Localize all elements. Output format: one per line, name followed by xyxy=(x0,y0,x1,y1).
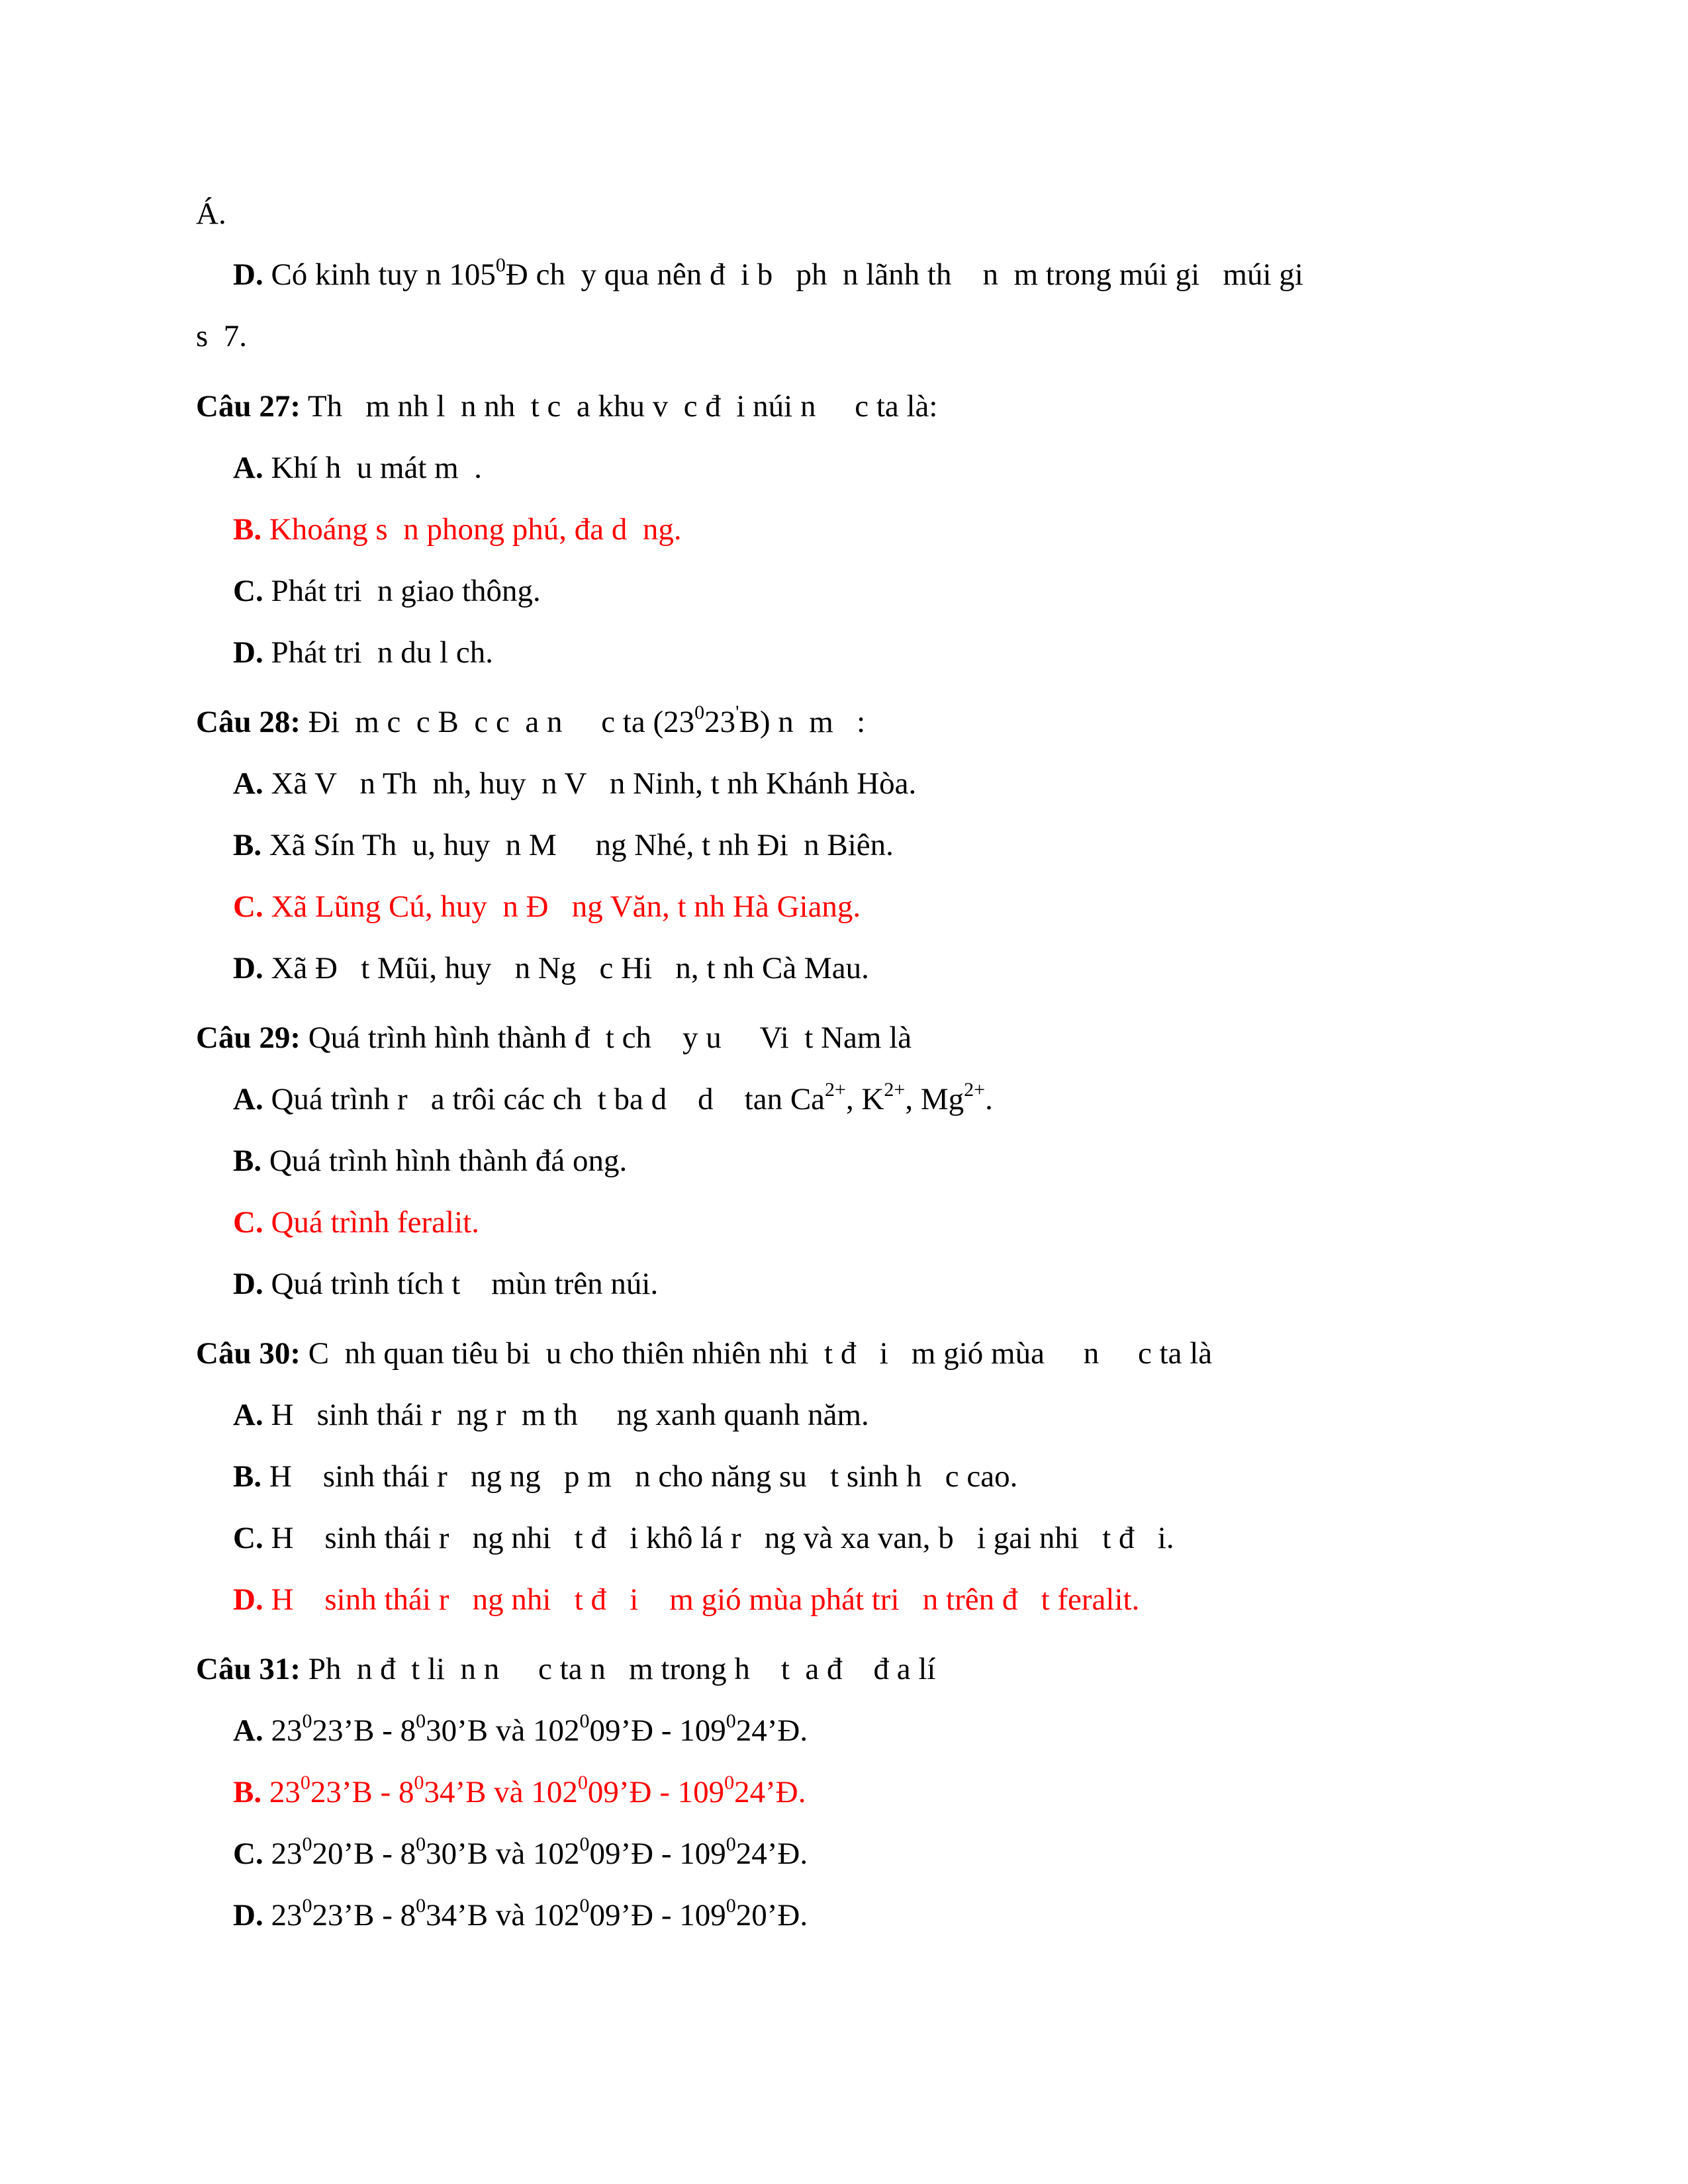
item-text: B) n m : xyxy=(739,705,866,739)
q29-option-a xyxy=(233,1079,993,1116)
item-text: 24’Đ. xyxy=(734,1775,806,1809)
superscript: 2+ xyxy=(964,1079,986,1101)
superscript: 0 xyxy=(302,1895,312,1917)
item-text: Quá trình r a trôi các ch t ba d d tan Ca xyxy=(263,1082,825,1116)
q30-option-b xyxy=(233,1461,1017,1492)
item-text: 09’Đ - 109 xyxy=(589,1837,726,1871)
item-text: 09’Đ - 109 xyxy=(587,1775,725,1809)
item-text: 34’B và 102 xyxy=(424,1775,578,1809)
item-text: H sinh thái r ng nhi t đ i m gió mùa phát tri n trên đ t feralit. xyxy=(263,1582,1140,1617)
q31-option-c xyxy=(233,1833,808,1871)
superscript: 0 xyxy=(726,1895,736,1917)
q27-option-c xyxy=(233,576,541,607)
question-29 xyxy=(196,1023,912,1054)
superscript: 0 xyxy=(300,1772,310,1794)
item-text: 09’Đ - 109 xyxy=(589,1713,726,1748)
item-text: Phát tri n giao thông. xyxy=(263,574,541,608)
item-label: A. xyxy=(233,451,263,485)
item-text: Ph n đ t li n n c ta n m trong h t a đ đ a lí xyxy=(300,1652,936,1686)
item-text: 34’B và 102 xyxy=(426,1898,580,1933)
item-text: 23’B - 8 xyxy=(312,1713,416,1748)
q27-option-d xyxy=(233,637,493,668)
q28-option-a xyxy=(233,768,916,799)
item-text: 09’Đ - 109 xyxy=(589,1898,726,1933)
item-label: D. xyxy=(233,1582,263,1617)
item-label: Câu 27: xyxy=(196,389,301,424)
item-text: H sinh thái r ng nhi t đ i khô lá r ng và xa van, b i gai nhi t đ i. xyxy=(263,1521,1174,1555)
question-31 xyxy=(196,1654,936,1685)
superscript: 0 xyxy=(577,1772,588,1794)
item-label: B. xyxy=(233,1775,262,1809)
item-label: Câu 31: xyxy=(196,1652,301,1686)
item-label: D. xyxy=(233,951,263,985)
superscript: 0 xyxy=(579,1710,590,1732)
superscript: 0 xyxy=(724,1772,735,1794)
item-text: 30’B và 102 xyxy=(426,1713,580,1748)
question-27 xyxy=(196,391,937,422)
item-label: A. xyxy=(233,1713,263,1748)
item-label: C. xyxy=(233,574,263,608)
item-text: 24’Đ. xyxy=(735,1837,808,1871)
item-text: Có kinh tuy n 105 xyxy=(263,257,496,292)
item-text: Quá trình hình thành đ t ch y u Vi t Nam là xyxy=(300,1021,912,1055)
item-text: 23 xyxy=(263,1898,303,1933)
superscript: ' xyxy=(735,702,739,723)
q27-option-b-correct xyxy=(233,514,682,545)
q28-option-c-correct xyxy=(233,891,861,923)
item-label: C. xyxy=(233,889,263,924)
item-label: A. xyxy=(233,766,263,801)
item-label: A. xyxy=(233,1398,263,1432)
superscript: 0 xyxy=(579,1895,590,1917)
item-text: Xã V n Th nh, huy n V n Ninh, t nh Khánh Hòa. xyxy=(263,766,917,801)
item-label: B. xyxy=(233,828,262,862)
item-text: , Mg xyxy=(905,1082,964,1116)
item-label: D. xyxy=(233,1898,263,1933)
superscript: 0 xyxy=(726,1833,736,1855)
q30-option-a xyxy=(233,1400,869,1431)
item-text: Khoáng s n phong phú, đa d ng. xyxy=(261,512,682,547)
item-label: Câu 30: xyxy=(196,1336,301,1371)
item-text: . xyxy=(985,1082,993,1116)
item-text: 23’B - 8 xyxy=(310,1775,414,1809)
item-label: D. xyxy=(233,635,263,670)
item-label: C. xyxy=(233,1205,263,1240)
q30-option-c xyxy=(233,1523,1174,1554)
item-text: Khí h u mát m . xyxy=(263,451,482,485)
superscript: 0 xyxy=(416,1710,426,1732)
item-text: 23’B - 8 xyxy=(312,1898,416,1933)
item-label: C. xyxy=(233,1837,263,1871)
item-text: Xã Lũng Cú, huy n Đ ng Văn, t nh Hà Giang. xyxy=(263,889,861,924)
item-text: H sinh thái r ng ng p m n cho năng su t sinh h c cao. xyxy=(261,1459,1018,1494)
item-label: Câu 29: xyxy=(196,1021,301,1055)
q29-option-d xyxy=(233,1269,658,1300)
superscript: 0 xyxy=(694,702,705,723)
item-label: C. xyxy=(233,1521,263,1555)
item-label: B. xyxy=(233,1459,262,1494)
item-text: Quá trình feralit. xyxy=(263,1205,479,1240)
prev-option-d xyxy=(233,254,1303,292)
item-label: B. xyxy=(233,512,262,547)
superscript: 0 xyxy=(579,1833,590,1855)
superscript: 0 xyxy=(726,1710,736,1732)
item-text: Đ ch y qua nên đ i b ph n lãnh th n m trong múi gi múi gi xyxy=(505,257,1303,292)
item-text: Xã Sín Th u, huy n M ng Nhé, t nh Đi n Biên. xyxy=(261,828,894,862)
q31-option-a xyxy=(233,1710,808,1748)
q29-option-b xyxy=(233,1146,627,1177)
item-label: D. xyxy=(233,1267,263,1301)
q27-option-a xyxy=(233,453,482,484)
superscript: 0 xyxy=(495,254,506,276)
item-text: C nh quan tiêu bi u cho thiên nhiên nhi t đ i m gió mùa n c ta là xyxy=(300,1336,1213,1371)
superscript: 0 xyxy=(416,1833,426,1855)
q31-option-d xyxy=(233,1895,808,1933)
superscript: 0 xyxy=(416,1895,426,1917)
question-28 xyxy=(196,702,866,739)
superscript: 0 xyxy=(302,1833,312,1855)
superscript: 0 xyxy=(414,1772,424,1794)
prev-option-d-continuation: s 7. xyxy=(196,319,248,353)
superscript: 2+ xyxy=(884,1079,906,1101)
item-text: 20’Đ. xyxy=(735,1898,808,1933)
item-text: 30’B và 102 xyxy=(426,1837,580,1871)
item-text: Quá trình tích t mùn trên núi. xyxy=(263,1267,659,1301)
item-text: 23 xyxy=(261,1775,301,1809)
item-text: 20’B - 8 xyxy=(312,1837,416,1871)
item-label: A. xyxy=(233,1082,263,1116)
q29-option-c-correct xyxy=(233,1207,479,1238)
item-text: 23 xyxy=(704,705,736,739)
superscript: 0 xyxy=(302,1710,312,1732)
q31-option-b-correct xyxy=(233,1772,806,1809)
item-text: H sinh thái r ng r m th ng xanh quanh năm. xyxy=(263,1398,869,1432)
item-text: Phát tri n du l ch. xyxy=(263,635,493,670)
item-label: D. xyxy=(233,257,263,292)
item-label: B. xyxy=(233,1144,262,1178)
top-fragment: Á. xyxy=(196,197,226,231)
item-label: Câu 28: xyxy=(196,705,301,739)
item-text: 23 xyxy=(263,1713,303,1748)
item-text: Quá trình hình thành đá ong. xyxy=(261,1144,628,1178)
item-text: 24’Đ. xyxy=(735,1713,808,1748)
item-text: , K xyxy=(845,1082,884,1116)
item-text: Th m nh l n nh t c a khu v c đ i núi n c ta là: xyxy=(300,389,938,424)
item-text: Đi m c c B c c a n c ta (23 xyxy=(300,705,695,739)
superscript: 2+ xyxy=(825,1079,846,1101)
item-text: 23 xyxy=(263,1837,303,1871)
item-text: Xã Đ t Mũi, huy n Ng c Hi n, t nh Cà Mau. xyxy=(263,951,869,985)
q30-option-d-correct xyxy=(233,1584,1139,1615)
q28-option-d xyxy=(233,953,869,984)
q28-option-b xyxy=(233,830,894,861)
question-30 xyxy=(196,1338,1212,1369)
